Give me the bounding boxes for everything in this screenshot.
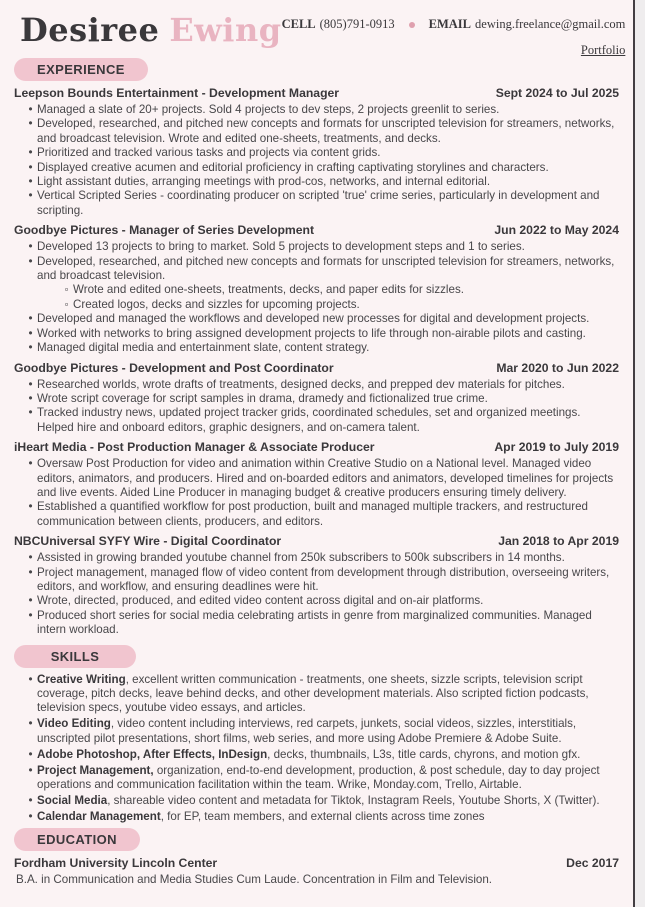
- bullet-item: [14, 189, 619, 218]
- skill-text: Calendar Management, for EP, team members, and external clients across time zones: [37, 809, 485, 823]
- bullet-text: Managed digital media and entertainment slate, content strategy.: [37, 341, 370, 355]
- bullet-text: Tracked industry news, updated project tracker grids, coordinated schedules, set and organized meetings. Helped hire and onboard editors, graphic designers, and on-camera talent.: [37, 406, 581, 434]
- skill-name: Video Editing: [37, 717, 111, 731]
- sub-bullet-icon: ◦: [64, 283, 69, 297]
- education-section: [14, 856, 619, 887]
- skill-text: Project Management, organization, end-to-end development, production, & post schedule, day to day project operations and communication facilitation within the team. Wrike, Monday.com, Trello, Airtable.: [37, 763, 600, 791]
- sub-bullet-icon: ◦: [64, 297, 69, 311]
- bullet-item: [14, 103, 619, 117]
- bullet-item: [14, 551, 619, 565]
- job-title: Goodbye Pictures - Development and Post Coordinator: [14, 360, 334, 375]
- skill-name: Project Management,: [37, 763, 154, 777]
- bullet-item: [14, 594, 619, 608]
- bullet-icon: •: [28, 254, 33, 268]
- bullet-icon: •: [28, 793, 33, 807]
- candidate-name: [20, 8, 282, 52]
- skill-item: [14, 717, 619, 746]
- bullet-item: [14, 240, 619, 254]
- bullet-text: Developed 13 projects to bring to market. Sold 5 projects to development steps and 1 to series.: [37, 240, 525, 254]
- skill-text: Video Editing, video content including interviews, red carpets, junkets, social videos, sizzles, interstitials, unscripted pilot presentations, short films, web series, and more using Adobe Premiere & Adobe Suite.: [37, 717, 577, 745]
- bullet-icon: •: [28, 312, 33, 326]
- skill-item: [14, 673, 619, 716]
- bullet-icon: •: [28, 763, 33, 777]
- portfolio-link[interactable]: Portfolio: [580, 43, 626, 57]
- contact-block: [282, 8, 626, 58]
- resume-header: [14, 8, 626, 57]
- skill-item: [14, 764, 619, 793]
- bullet-text: Worked with networks to bring assigned development projects to life through non-airable pilots and casting.: [37, 326, 586, 340]
- bullet-item: [14, 566, 619, 595]
- bullet-item: [14, 117, 619, 146]
- bullet-icon: •: [28, 717, 33, 731]
- separator-dot-icon: [409, 22, 415, 28]
- job-dates: Jun 2022 to May 2024: [494, 223, 619, 238]
- bullet-item: [14, 378, 619, 392]
- bullet-icon: •: [28, 565, 33, 579]
- bullet-item: [14, 283, 619, 297]
- job-title: iHeart Media - Post Production Manager & Associate Producer: [14, 440, 375, 455]
- skill-name: Creative Writing: [37, 672, 126, 686]
- bullet-icon: •: [28, 457, 33, 471]
- skill-item: [14, 810, 619, 824]
- bullet-icon: •: [28, 175, 33, 189]
- job-dates: Jan 2018 to Apr 2019: [498, 534, 619, 549]
- bullet-icon: •: [28, 189, 33, 203]
- job-entry: [14, 534, 619, 637]
- education-header: [14, 856, 619, 871]
- job-entry: [14, 361, 619, 436]
- bullet-icon: •: [28, 809, 33, 823]
- bullet-text: Developed, researched, and pitched new concepts and formats for unscripted television for streamers, networks, and broadcast television.: [37, 254, 615, 283]
- education-dates: Dec 2017: [566, 855, 619, 870]
- skill-name: Calendar Management: [37, 809, 161, 823]
- bullet-text: Produced short series for social media celebrating artists in genre from marginalized communities. Managed intern workload.: [37, 608, 592, 637]
- bullet-text: Researched worlds, wrote drafts of treatments, designed decks, and prepped dev materials for pitches.: [37, 377, 565, 391]
- bullet-icon: •: [28, 608, 33, 622]
- bullet-item: [14, 175, 619, 189]
- bullet-item: [14, 341, 619, 355]
- degree-text: B.A. in Communication and Media Studies Cum Laude. Concentration in Film and Television.: [16, 872, 493, 886]
- bullet-text: Project management, managed flow of video content from development through distribution, overseeing writers, editors, and workflow, and ensuring deadlines were hit.: [37, 565, 610, 593]
- job-entry: [14, 223, 619, 355]
- job-entry: [14, 440, 619, 529]
- bullet-item: [14, 312, 619, 326]
- bullet-text: Assisted in growing branded youtube channel from 250k subscribers to 500k subscribers in 14 months.: [37, 551, 565, 565]
- bullet-text: Developed, researched, and pitched new concepts and formats for unscripted television for streamers, networks, and broadcast television. Wrote and edited one-sheets, treatments, and decks.: [37, 117, 615, 145]
- school-name: Fordham University Lincoln Center: [14, 855, 218, 870]
- cell-label: CELL: [281, 17, 316, 31]
- job-title: NBCUniversal SYFY Wire - Digital Coordinator: [14, 534, 282, 549]
- bullet-icon: •: [28, 500, 33, 514]
- first-name: Desiree: [20, 11, 160, 49]
- job-header: [14, 534, 619, 549]
- job-entry: [14, 86, 619, 218]
- skill-name: Adobe Photoshop, After Effects, InDesign: [37, 747, 268, 761]
- bullet-text: Oversaw Post Production for video and animation within Creative Studio on a National level. Managed video editors, animators, and producers. Hired and on-boarded editors and animators, developed timelines for projects and live events. Aided Line Producer in managing budget & creative producers ensuring timely delivery.: [37, 457, 614, 499]
- bullet-item: [14, 406, 619, 435]
- job-header: [14, 223, 619, 238]
- contact-row: [282, 17, 626, 32]
- bullet-icon: •: [28, 117, 33, 131]
- bullet-icon: •: [28, 146, 33, 160]
- bullet-item: [14, 457, 619, 500]
- job-title: Leepson Bounds Entertainment - Development Manager: [14, 86, 340, 100]
- bullet-icon: •: [28, 391, 33, 405]
- section-title-education: EDUCATION: [14, 828, 140, 851]
- job-title: Goodbye Pictures - Manager of Series Development: [14, 223, 315, 238]
- skill-text: Adobe Photoshop, After Effects, InDesign, decks, thumbnails, L3s, title cards, chyrons, and motion gfx.: [37, 747, 581, 761]
- bullet-text: Created logos, decks and sizzles for upcoming projects.: [73, 297, 360, 311]
- bullet-icon: •: [28, 240, 33, 254]
- bullet-icon: •: [28, 747, 33, 761]
- section-title-skills: SKILLS: [14, 645, 136, 668]
- email-value: dewing.freelance@gmail.com: [475, 17, 626, 31]
- bullet-icon: •: [28, 326, 33, 340]
- email-label: EMAIL: [428, 17, 472, 31]
- skill-item: [14, 794, 619, 808]
- bullet-item: [14, 327, 619, 341]
- bullet-icon: •: [28, 103, 33, 116]
- bullet-icon: •: [28, 377, 33, 391]
- bullet-icon: •: [28, 672, 33, 686]
- bullet-text: Managed a slate of 20+ projects. Sold 4 projects to dev steps, 2 projects greenlit to series.: [37, 103, 500, 116]
- bullet-text: Prioritized and tracked various tasks and projects via content grids.: [37, 146, 381, 160]
- job-header: [14, 86, 619, 101]
- skill-text: Creative Writing, excellent written communication - treatments, one sheets, sizzle scripts, television script coverage, pitch decks, leave behind decks, and other development materials. Also scripted fiction podcasts, television specs, youtube video essays, and articles.: [37, 672, 589, 715]
- job-dates: Mar 2020 to Jun 2022: [496, 360, 619, 375]
- bullet-text: Vertical Scripted Series - coordinating producer on scripted 'true' crime series, particularly in development and scripting.: [37, 189, 600, 217]
- bullet-text: Wrote and edited one-sheets, treatments, decks, and paper edits for sizzles.: [73, 283, 464, 297]
- bullet-item: [14, 298, 619, 312]
- job-dates: Apr 2019 to July 2019: [494, 440, 619, 455]
- bullet-icon: •: [28, 160, 33, 174]
- cell-value: (805)791-0913: [319, 17, 395, 31]
- bullet-item: [14, 500, 619, 529]
- bullet-text: Displayed creative acumen and editorial proficiency in crafting captivating storylines and characters.: [37, 160, 549, 174]
- bullet-item: [14, 609, 619, 638]
- bullet-icon: •: [28, 341, 33, 355]
- bullet-text: Light assistant duties, arranging meetings with prod-cos, networks, and internal editorial.: [37, 175, 491, 189]
- bullet-text: Developed and managed the workflows and developed new processes for digital and development projects.: [37, 312, 590, 326]
- bullet-icon: •: [28, 406, 33, 420]
- bullet-item: [14, 146, 619, 160]
- bullet-text: Wrote, directed, produced, and edited video content across digital and on-air platforms.: [37, 594, 484, 608]
- bullet-text: Established a quantified workflow for post production, built and managed multiple trackers, and restructured communication between clients, producers, and editors.: [37, 500, 589, 528]
- job-header: [14, 361, 619, 376]
- bullet-item: [14, 255, 619, 284]
- bullet-icon: •: [28, 551, 33, 565]
- job-dates: Sept 2024 to Jul 2025: [495, 86, 619, 100]
- bullet-text: Wrote script coverage for script samples in drama, dramedy and fictionalized true crime.: [37, 391, 488, 405]
- skill-text: Social Media, shareable video content and metadata for Tiktok, Instagram Reels, Youtube Shorts, X (Twitter).: [37, 793, 600, 807]
- job-header: [14, 440, 619, 455]
- bullet-item: [14, 161, 619, 175]
- experience-section: [14, 86, 619, 638]
- skill-name: Social Media: [37, 793, 108, 807]
- bullet-item: [14, 392, 619, 406]
- skill-item: [14, 748, 619, 762]
- skills-section: [14, 673, 619, 825]
- last-name: Ewing: [169, 11, 282, 49]
- section-title-experience: EXPERIENCE: [14, 58, 148, 81]
- bullet-icon: •: [28, 594, 33, 608]
